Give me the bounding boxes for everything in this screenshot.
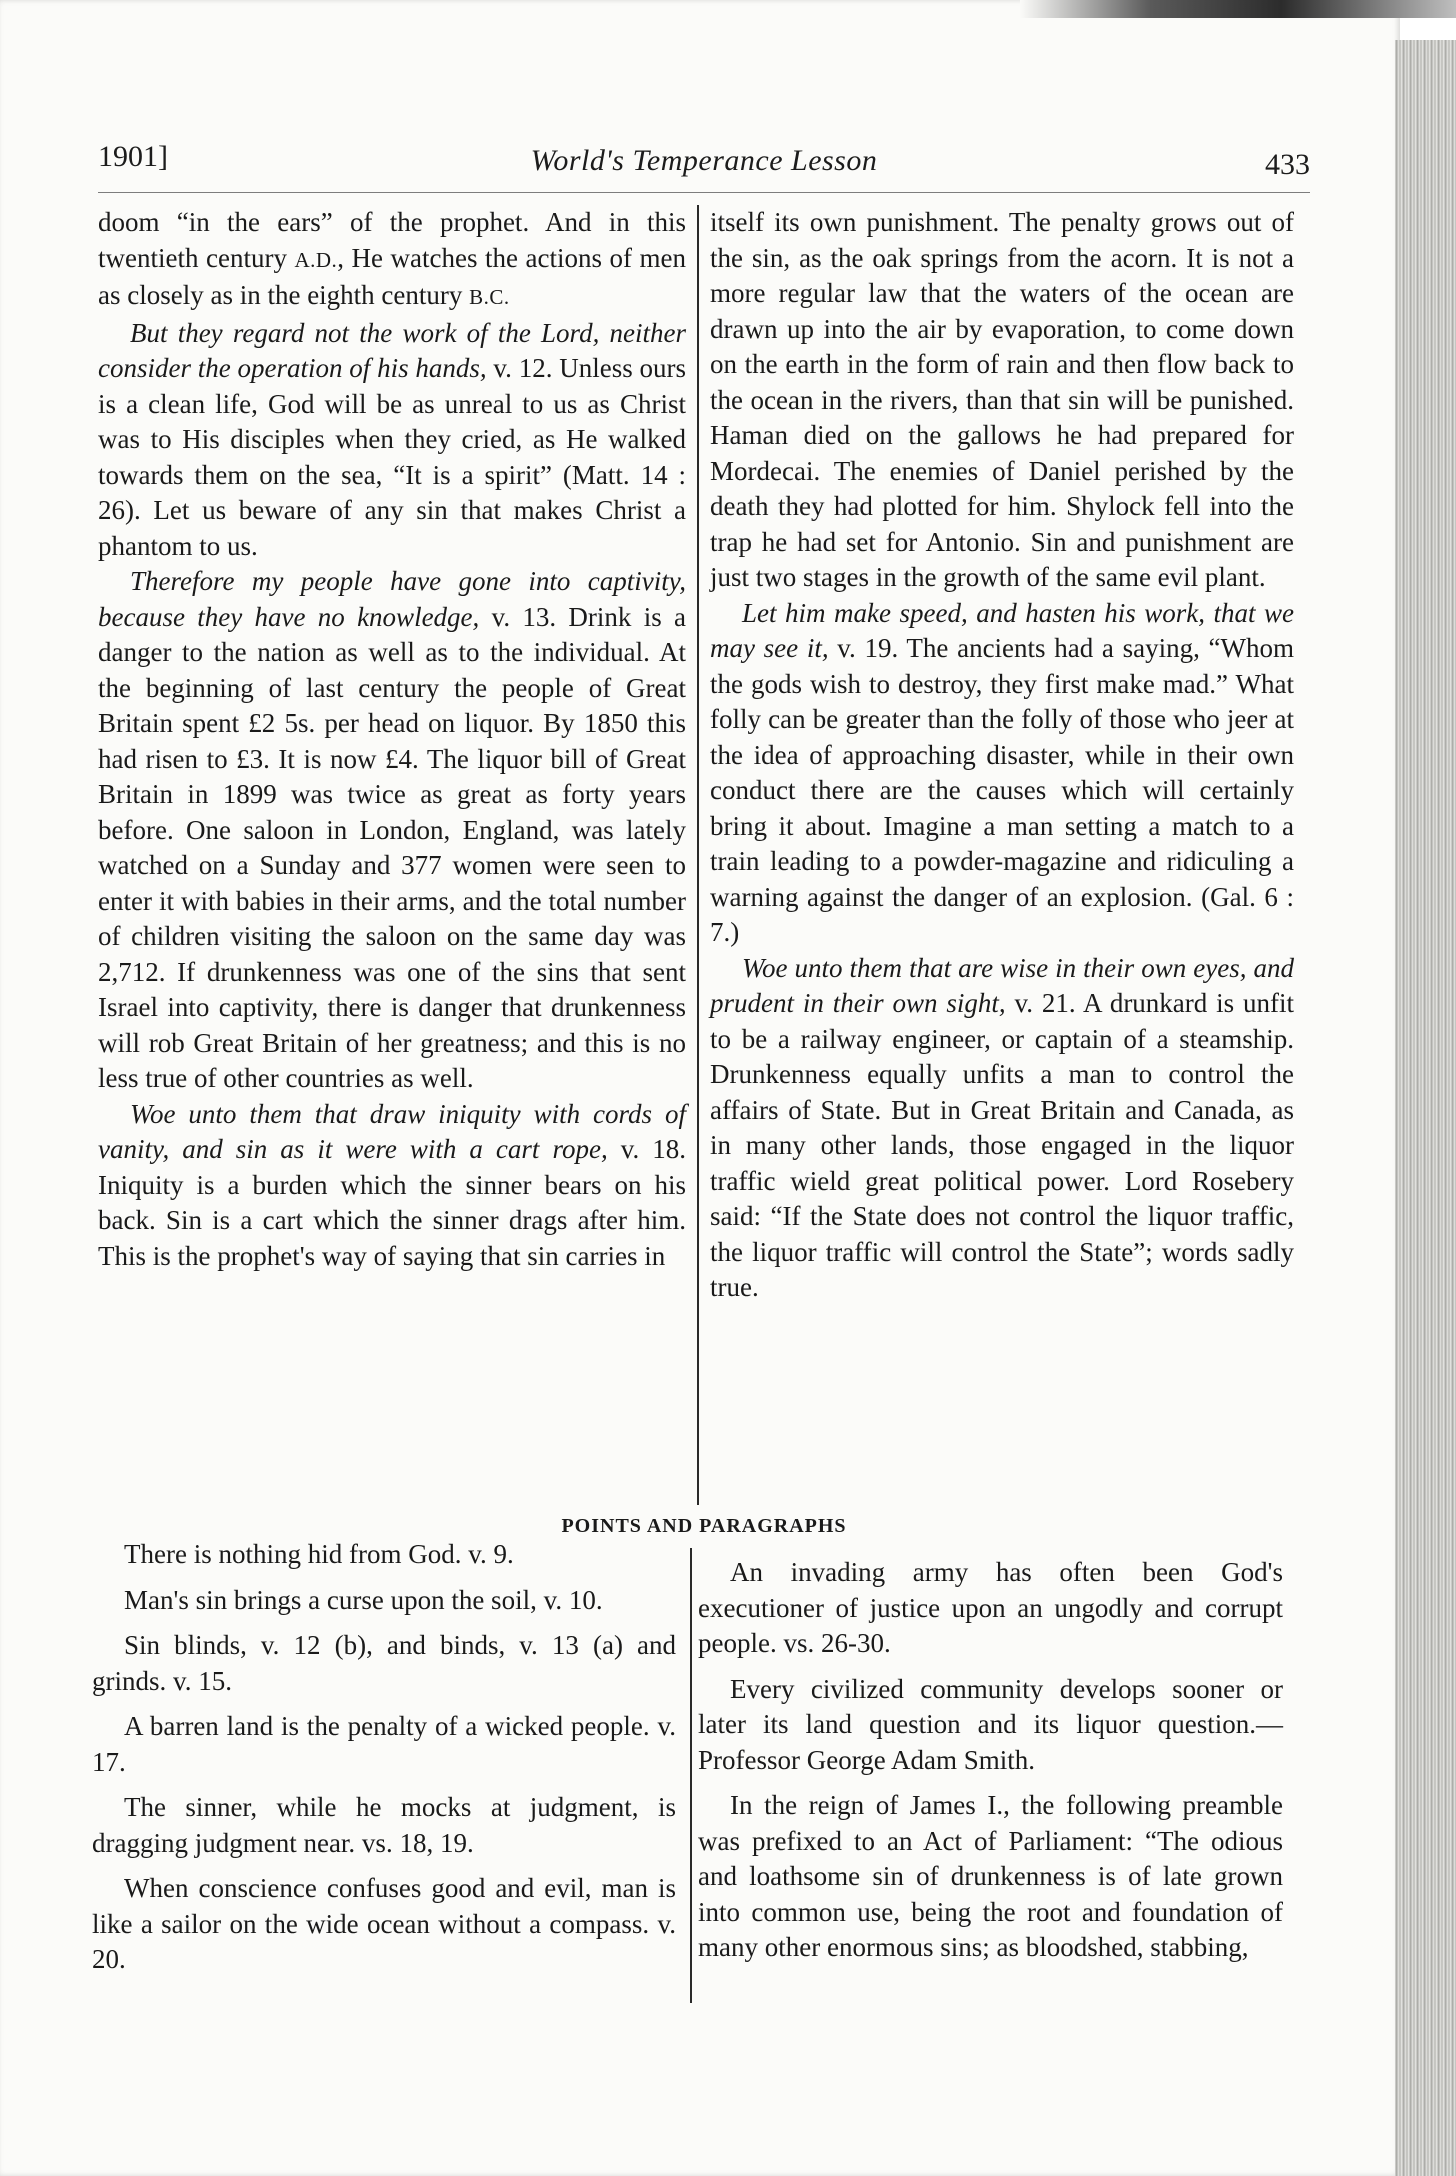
text: , He watches the actions of men as closely as in the eighth century [98, 242, 686, 310]
scripture-quote: But they regard not the work of the Lord, neither consider the operation of his hands, [98, 317, 686, 383]
text: doom “in the ears” of the prophet. And in this twentieth century [98, 207, 686, 273]
scripture-quote: Woe unto them that draw iniquity with cords of vanity, and sin as it were with a cart rope, [98, 1098, 686, 1164]
text: v. 18. Iniquity is a burden which the sinner bears on his back. Sin is a cart which the sinner drags after him. This is the prophet's way of saying that sin carries in [98, 1134, 686, 1271]
point-item: Man's sin brings a curse upon the soil, v. 10. [124, 1584, 603, 1615]
points-right-column [698, 1555, 1283, 1976]
scan-edge-top [1020, 0, 1456, 18]
point-item: Every civilized community develops sooner or later its land question and its liquor question.—Professor George Adam Smith. [698, 1673, 1283, 1775]
paragraph [710, 951, 1294, 1306]
point-item: The sinner, while he mocks at judgment, is dragging judgment near. vs. 18, 19. [92, 1792, 676, 1858]
text: v. 13. Drink is a danger to the nation as well as to the individual. At the beginning of last century the people of Great Britain spent £2 5s. per head on liquor. By 1850 this had risen to £3. It is now £4. The liquor bill of Great Britain in 1899 was twice as great as forty years before. One saloon in London, England, was lately watched on a Sunday and 377 women were seen to enter it with babies in their arms, and the total number of children visiting the saloon on the same day was 2,712. If drunkenness was one of the sins that sent Israel into captivity, there is danger that drunkenness will rob Great Britain of her greatness; and this is no less true of other countries as well. [98, 601, 687, 1093]
abbrev-bc: B.C. [469, 285, 510, 309]
running-head [98, 140, 1310, 190]
scripture-quote: Woe unto them that are wise in their own eyes, and prudent in their own sight, [710, 952, 1294, 1018]
paragraph [98, 316, 686, 565]
abbrev-ad: A.D. [294, 247, 338, 272]
point-item: A barren land is the penalty of a wicked people. v. 17. [92, 1711, 676, 1777]
paragraph [98, 205, 686, 316]
running-head-year: 1901] [98, 140, 168, 173]
running-head-title: World's Temperance Lesson [530, 144, 878, 177]
column-divider [690, 1548, 692, 2003]
right-column [710, 205, 1294, 1306]
text: v. 21. A drunkard is unfit to be a railway engineer, or captain of a steamship. Drunkenness equally unfits a man to control the affairs of State. But in Great Britain and Canada, as in many other lands, those engaged in the liquor traffic wield great political power. Lord Rosebery said: “If the State does not control the liquor traffic, the liquor traffic will control the State”; words sadly true. [710, 988, 1294, 1302]
left-column [98, 205, 686, 1274]
paragraph [98, 564, 686, 1097]
page-number: 433 [1265, 148, 1310, 181]
section-heading: POINTS AND PARAGRAPHS [561, 1515, 847, 1537]
text: v. 12. Unless ours is a clean life, God will be as unreal to us as Christ was to His disciples when they cried, as He walked towards them on the sea, “It is a spirit” (Matt. 14 : 26). Let us beware of any sin that makes Christ a phantom to us. [98, 353, 687, 561]
header-rule [98, 192, 1310, 193]
paragraph [710, 205, 1294, 596]
point-item: When conscience confuses good and evil, man is like a sailor on the wide ocean without a compass. v. 20. [92, 1873, 676, 1974]
column-divider [697, 205, 699, 1505]
point-item: There is nothing hid from God. v. 9. [124, 1539, 514, 1569]
page-edges-stack [1395, 40, 1456, 2176]
paragraph [98, 1097, 686, 1275]
point-item: An invading army has often been God's executioner of justice upon an ungodly and corrupt people. vs. 26-30. [698, 1557, 1283, 1658]
points-left-column [92, 1537, 676, 1988]
point-item: In the reign of James I., the following preamble was prefixed to an Act of Parliament: “The odious and loathsome sin of drunkenness is of late grown into common use, being the root and foundation of many other enormous sins; as bloodshed, stabbing, [698, 1790, 1283, 1962]
scripture-quote: Let him make speed, and hasten his work, that we may see it, [710, 597, 1294, 663]
point-item: Sin blinds, v. 12 (b), and binds, v. 13 (a) and grinds. v. 15. [92, 1630, 676, 1696]
paragraph [710, 596, 1294, 951]
scripture-quote: Therefore my people have gone into captivity, because they have no knowledge, [98, 566, 686, 632]
text: itself its own punishment. The penalty grows out of the sin, as the oak springs from the acorn. It is not a more regular law that the waters of the ocean are drawn up into the air by evaporation, to come down on the earth in the form of rain and then flow back to the ocean in the rivers, than that sin will be punished. Haman died on the gallows he had prepared for Mordecai. The enemies of Daniel perished by the death they had plotted for him. Shylock fell into the trap he had set for Antonio. Sin and punishment are just two stages in the growth of the same evil plant. [710, 207, 1294, 592]
text: v. 19. The ancients had a saying, “Whom the gods wish to destroy, they first make mad.” What folly can be greater than the folly of those who jeer at the idea of approaching disaster, while in their own conduct there are the causes which will certainly bring it about. Imagine a man setting a match to a train leading to a powder-magazine and ridiculing a warning against the danger of an explosion. (Gal. 6 : 7.) [710, 633, 1294, 947]
